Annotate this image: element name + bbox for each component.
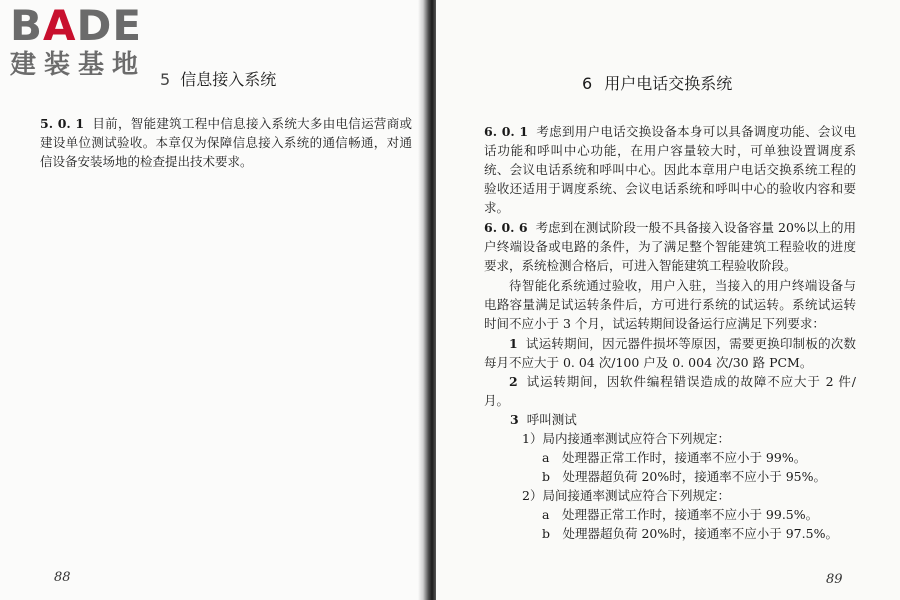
- right-chapter-title: 用户电话交换系统: [604, 74, 733, 93]
- sub-item-1-a: a 处理器正常工作时，接通率不应小于 99%。: [542, 450, 807, 465]
- item-text: 呼叫测试: [526, 412, 577, 427]
- requirement-item-3: [510, 410, 577, 429]
- right-page: [436, 0, 900, 600]
- left-chapter-heading: [160, 70, 276, 90]
- clause-6-0-6: [484, 218, 856, 275]
- item-text: 试运转期间，因元器件损坏等原因，需要更换印制板的次数每月不应大于 0. 04 次/100 户及 0. 004 次/30 路 PCM。: [484, 336, 856, 370]
- requirement-item-1: [484, 334, 856, 372]
- left-page-number: 88: [54, 570, 71, 585]
- sub-item-2-a: a 处理器正常工作时，接通率不应小于 99.5%。: [542, 507, 819, 522]
- clause-text: 考虑到用户电话交换设备本身可以具备调度功能、会议电话功能和呼叫中心功能，在用户容量较大时，可单独设置调度系统、会议电话系统和呼叫中心。因此本章用户电话交换系统工程的验收还适用于调度系统、会议电话系统和呼叫中心的验收内容和要求。: [484, 124, 856, 215]
- item-number: 2: [509, 374, 518, 389]
- right-page-number: 89: [826, 572, 843, 587]
- item-number: 3: [510, 412, 519, 427]
- clause-5-0-1: [40, 114, 412, 171]
- right-chapter-number: 6: [582, 74, 593, 93]
- item-text: 试运转期间，因软件编程错误造成的故障不应大于 2 件/月。: [484, 374, 856, 408]
- left-chapter-title: 信息接入系统: [180, 70, 277, 89]
- item-number: 1: [509, 336, 518, 351]
- clause-text: 考虑到在测试阶段一般不具备接入设备容量 20%以上的用户终端设备或电路的条件，为了满足整个智能建筑工程验收的进度要求，系统检测合格后，可进入智能建筑工程验收阶段。: [484, 220, 856, 273]
- clause-6-0-1: [484, 122, 856, 217]
- logo-bottom-text: 建装基地: [10, 50, 147, 80]
- left-chapter-number: 5: [160, 70, 171, 89]
- bade-logo: [6, 2, 176, 82]
- clause-number: 5. 0. 1: [40, 116, 85, 131]
- right-chapter-heading: [582, 74, 732, 94]
- logo-top-text: BADE: [10, 1, 143, 50]
- left-page: [0, 0, 425, 600]
- clause-6-0-6-paragraph-2: 待智能化系统通过验收，用户入驻，当接入的用户终端设备与电路容量满足试运转条件后，方可进行系统的试运转。系统试运转时间不应小于 3 个月，试运转期间设备运行应满足下列要求：: [484, 278, 856, 331]
- sub-item-1-b: b 处理器超负荷 20%时，接通率不应小于 95%。: [542, 469, 827, 484]
- requirement-item-2: [484, 372, 856, 410]
- sub-item-2-label: 2）局间接通率测试应符合下列规定：: [522, 488, 730, 503]
- clause-number: 6. 0. 1: [484, 124, 529, 139]
- clause-text: 目前，智能建筑工程中信息接入系统大多由电信运营商或建设单位测试验收。本章仅为保障信息接入系统的通信畅通，对通信设备安装场地的检查提出技术要求。: [40, 116, 412, 169]
- sub-item-2-b: b 处理器超负荷 20%时，接通率不应小于 97.5%。: [542, 526, 838, 541]
- sub-item-1-label: 1）局内接通率测试应符合下列规定：: [522, 431, 730, 446]
- clause-number: 6. 0. 6: [484, 220, 528, 235]
